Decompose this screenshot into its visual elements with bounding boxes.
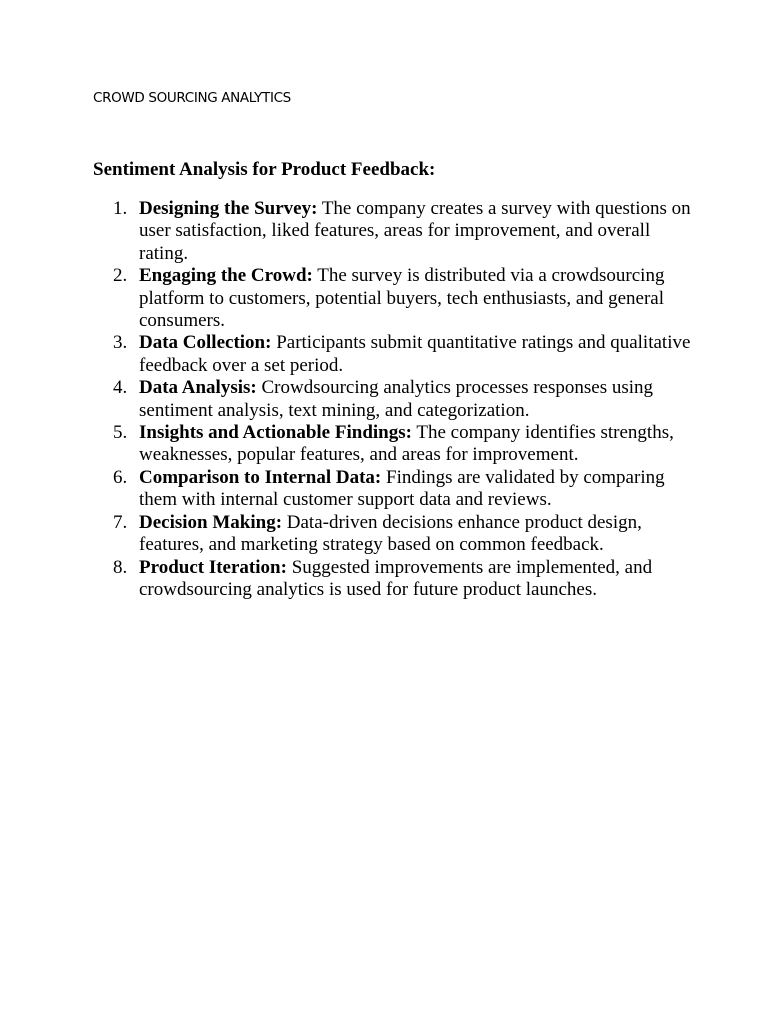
list-item-term: Product Iteration: bbox=[139, 556, 287, 578]
list-item-term: Insights and Actionable Findings: bbox=[139, 422, 412, 444]
list-item bbox=[93, 512, 693, 557]
list-item bbox=[93, 422, 693, 467]
list-item-text: The company creates a survey with questions on user satisfaction, liked features, areas for improvement, and overall rating. bbox=[139, 198, 691, 264]
list-item-number: 3. bbox=[113, 332, 128, 354]
list-item-text: The company identifies strengths, weaknesses, popular features, and areas for improvement. bbox=[139, 422, 674, 466]
list-item bbox=[93, 467, 693, 512]
list-item-number: 6. bbox=[113, 466, 128, 488]
list-item-term: Designing the Survey: bbox=[139, 198, 318, 219]
list-item-term: Engaging the Crowd: bbox=[139, 265, 313, 287]
document-title: CROWD SOURCING ANALYTICS bbox=[93, 90, 291, 106]
list-item-text: Participants submit quantitative ratings and qualitative feedback over a set period. bbox=[139, 332, 691, 376]
list-item bbox=[93, 198, 693, 265]
list-item-term: Comparison to Internal Data: bbox=[139, 466, 382, 488]
list-item-text: Data-driven decisions enhance product design, features, and marketing strategy based on common feedback. bbox=[139, 511, 642, 556]
list-item-text: The survey is distributed via a crowdsourcing platform to customers, potential buyers, tech enthusiasts, and general consumers. bbox=[139, 265, 665, 332]
section-heading: Sentiment Analysis for Product Feedback: bbox=[93, 159, 436, 180]
list-item-number: 2. bbox=[113, 265, 128, 287]
list-item-text: Crowdsourcing analytics processes responses using sentiment analysis, text mining, and categorization. bbox=[139, 377, 654, 421]
list-item-text: Findings are validated by comparing them with internal customer support data and reviews. bbox=[139, 466, 665, 511]
list-item bbox=[93, 557, 693, 602]
list-item bbox=[93, 377, 693, 422]
list-item-number: 8. bbox=[113, 556, 128, 578]
list-item-term: Data Collection: bbox=[139, 332, 272, 354]
list-item-number: 7. bbox=[113, 511, 128, 533]
list-item-number: 1. bbox=[113, 198, 128, 219]
list-item-term: Decision Making: bbox=[139, 511, 283, 533]
list-item bbox=[93, 332, 693, 377]
steps-list bbox=[93, 198, 693, 601]
list-item-term: Data Analysis: bbox=[139, 377, 257, 399]
list-item-text: Suggested improvements are implemented, and crowdsourcing analytics is used for future product launches. bbox=[139, 556, 653, 600]
list-item bbox=[93, 265, 693, 332]
list-item-number: 5. bbox=[113, 422, 128, 444]
list-item-number: 4. bbox=[113, 377, 128, 399]
